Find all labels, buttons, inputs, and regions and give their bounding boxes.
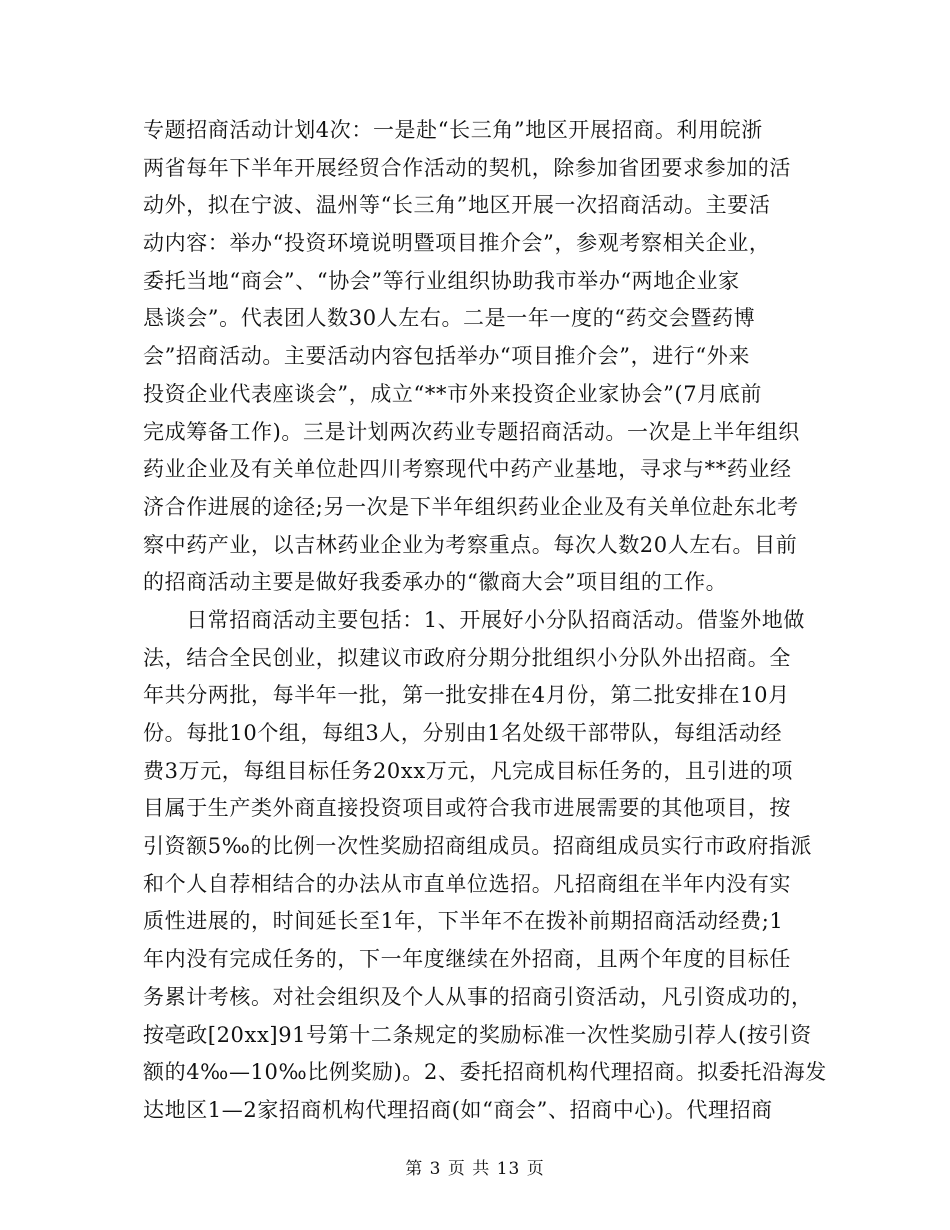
text-line: 年内没有完成任务的，下一年度继续在外招商，且两个年度的目标任	[143, 947, 791, 972]
text-line: 会”招商活动。主要活动内容包括举办“项目推介会”，进行“外来	[143, 344, 750, 369]
text-line: 动内容：举办“投资环境说明暨项目推介会”，参观考察相关企业，	[143, 231, 771, 256]
text-line: 年共分两批，每半年一批，第一批安排在4月份，第二批安排在10月	[143, 683, 790, 708]
text-line: 的招商活动主要是做好我委承办的“徽商大会”项目组的工作。	[143, 570, 728, 595]
text-line: 和个人自荐相结合的办法从市直单位选招。凡招商组在半年内没有实	[143, 871, 791, 896]
text-line: 投资企业代表座谈会”，成立“**市外来投资企业家协会”(7月底前	[143, 381, 762, 406]
text-line: 察中药产业，以吉林药业企业为考察重点。每次人数20人左右。目前	[143, 532, 798, 557]
text-line: 专题招商活动计划4次：一是赴“长三角”地区开展招商。利用皖浙	[143, 118, 763, 142]
text-line: 引资额5‰的比例一次性奖励招商组成员。招商组成员实行市政府指派	[143, 834, 813, 859]
body-text	[143, 112, 827, 1130]
text-line: 按亳政[20xx]91号第十二条规定的奖励标准一次性奖励引荐人(按引资	[143, 1022, 812, 1047]
text-line: 目属于生产类外商直接投资项目或符合我市进展需要的其他项目，按	[143, 796, 791, 821]
text-line: 质性进展的，时间延长至1年，下半年不在拨补前期招商活动经费;1	[143, 909, 784, 934]
text-line: 恳谈会”。代表团人数30人左右。二是一年一度的“药交会暨药博	[143, 306, 756, 331]
text-line: 额的4‰—10‰比例奖励)。2、委托招商机构代理招商。拟委托沿海发	[143, 1060, 827, 1085]
text-line: 法，结合全民创业，拟建议市政府分期分批组织小分队外出招商。全	[143, 645, 791, 670]
text-line: 费3万元，每组目标任务20xx万元，凡完成目标任务的，且引进的项	[143, 758, 793, 783]
text-line: 务累计考核。对社会组织及个人从事的招商引资活动，凡引资成功的，	[143, 984, 813, 1009]
page-footer: 第 3 页 共 13 页	[405, 1159, 545, 1179]
text-line: 日常招商活动主要包括：1、开展好小分队招商活动。借鉴外地做	[143, 607, 805, 632]
text-line: 药业企业及有关单位赴四川考察现代中药产业基地，寻求与**药业经	[143, 457, 792, 482]
text-line: 份。每批10个组，每组3人，分别由1名处级干部带队，每组活动经	[143, 721, 783, 745]
text-line: 完成筹备工作)。三是计划两次药业专题招商活动。一次是上半年组织	[143, 419, 800, 444]
text-line: 委托当地“商会”、“协会”等行业组织协助我市举办“两地企业家	[143, 268, 740, 293]
text-line: 动外，拟在宁波、温州等“长三角”地区开展一次招商活动。主要活	[143, 193, 771, 218]
text-line: 达地区1—2家招商机构代理招商(如“商会”、招商中心)。代理招商	[143, 1097, 773, 1122]
text-line: 两省每年下半年开展经贸合作活动的契机，除参加省团要求参加的活	[143, 155, 791, 180]
text-line: 济合作进展的途径;另一次是下半年组织药业企业及有关单位赴东北考	[143, 494, 799, 519]
